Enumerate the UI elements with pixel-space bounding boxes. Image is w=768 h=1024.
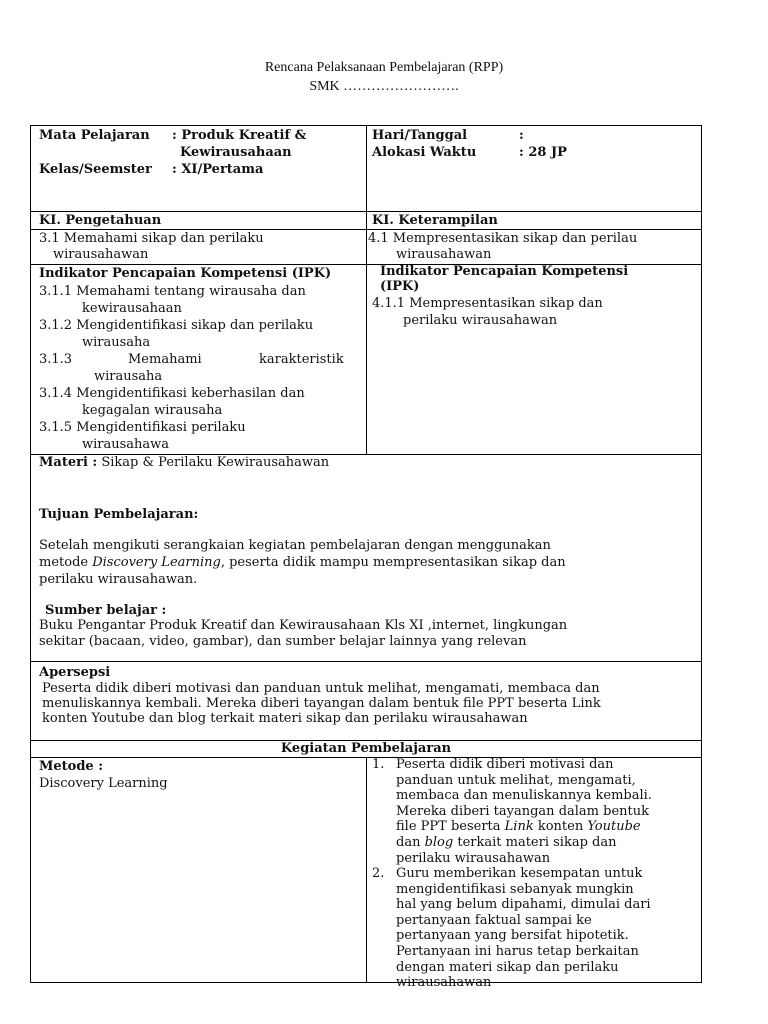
ipk-3-1-1-cont: kewirausahaan (82, 301, 182, 316)
mapel-label: Mata Pelajaran (39, 128, 150, 143)
ipk-3-1-3-word: karakteristik (259, 352, 344, 367)
ipk-4-1-1-cont: perilaku wirausahawan (403, 313, 558, 328)
school-name: SMK ……………………. (309, 79, 459, 94)
list-line: perilaku wirausahawan (396, 850, 551, 866)
text-italic: Link (504, 819, 534, 835)
ipk-3-1-2: 3.1.2 Mengidentifikasi sikap dan perilaku (39, 318, 314, 333)
ipk-3-1-5-cont: wirausahawa (82, 437, 170, 452)
row-divider-ki-heading (30, 229, 702, 230)
materi-value: Sikap & Perilaku Kewirausahawan (97, 455, 330, 470)
materi-label: Materi : (39, 455, 98, 470)
materi-line (39, 455, 329, 471)
list-line: wirausahawan (396, 975, 492, 991)
kd-3-1-cont: wirausahawan (53, 247, 149, 262)
tujuan-line-1: Setelah mengikuti serangkaian kegiatan pembelajaran dengan menggunakan (39, 538, 551, 553)
list-line: Guru memberikan kesempatan untuk (396, 866, 643, 881)
step-1-number: 1. (372, 757, 385, 772)
ipk-heading-right-cont: (IPK) (380, 279, 420, 294)
document-title: Rencana Pelaksanaan Pembelajaran (RPP) (264, 60, 504, 75)
ipk-3-1-4: 3.1.4 Mengidentifikasi keberhasilan dan (39, 386, 305, 401)
apersepsi-heading: Apersepsi (39, 665, 111, 680)
text-italic: blog (424, 834, 454, 850)
ipk-4-1-1: 4.1.1 Mempresentasikan sikap dan (372, 296, 603, 311)
list-line: dengan materi sikap dan perilaku (396, 959, 619, 975)
step-2-number: 2. (372, 866, 385, 881)
column-divider-bottom (366, 757, 367, 983)
kelas-label: Kelas/Seemster (39, 162, 152, 177)
alokasi-value: : 28 JP (519, 145, 567, 160)
method-name: Discovery Learning (92, 555, 221, 570)
hari-label: Hari/Tanggal (372, 128, 468, 143)
kd-3-1: 3.1 Memahami sikap dan perilaku (39, 231, 264, 246)
list-line: pertanyaan yang bersifat hipotetik. (396, 928, 629, 944)
ipk-heading-left: Indikator Pencapaian Kompetensi (IPK) (39, 266, 332, 281)
list-line (396, 819, 652, 835)
step-1-text (396, 757, 652, 866)
list-line: Peserta didik diberi motivasi dan (396, 757, 614, 772)
list-line: Mereka diberi tayangan dalam bentuk (396, 803, 649, 819)
column-divider-top (366, 125, 367, 455)
table-border-left (30, 125, 31, 983)
apersepsi-line-3: konten Youtube dan blog terkait materi sikap dan perilaku wirausahawan (42, 711, 528, 726)
hari-colon: : (519, 128, 524, 143)
apersepsi-line-2: menuliskannya kembali. Mereka diberi tayangan dalam bentuk file PPT beserta Link (42, 696, 601, 711)
alokasi-label: Alokasi Waktu (372, 145, 477, 160)
text: file PPT beserta (396, 819, 505, 835)
text-italic: Youtube (587, 819, 641, 835)
ipk-3-1-4-cont: kegagalan wirausaha (82, 403, 223, 418)
tujuan-heading: Tujuan Pembelajaran: (39, 507, 199, 522)
ki-pengetahuan-heading: KI. Pengetahuan (39, 213, 162, 228)
tujuan-line-2 (39, 555, 566, 571)
list-line: hal yang belum dipahami, dimulai dari (396, 897, 651, 913)
tujuan-text: metode (39, 555, 93, 570)
step-2-text (396, 866, 651, 991)
apersepsi-line-1: Peserta didik diberi motivasi dan panduan untuk melihat, mengamati, membaca dan (42, 681, 600, 696)
table-border-right (701, 125, 702, 983)
tujuan-line-3: perilaku wirausahawan. (39, 572, 198, 587)
list-line: panduan untuk melihat, mengamati, (396, 772, 636, 788)
tujuan-text: , peserta didik mampu mempresentasikan sikap dan (220, 555, 566, 570)
sumber-line-2: sekitar (bacaan, video, gambar), dan sumber belajar lainnya yang relevan (39, 634, 527, 649)
row-divider-apersepsi (30, 661, 702, 662)
metode-value: Discovery Learning (39, 776, 168, 791)
ipk-3-1-2-cont: wirausaha (82, 335, 151, 350)
sumber-line-1: Buku Pengantar Produk Kreatif dan Kewirausahaan Kls XI ,internet, lingkungan (39, 618, 568, 633)
mapel-value-cont: Kewirausahaan (180, 145, 292, 160)
list-line (396, 835, 652, 851)
list-line: membaca dan menuliskannya kembali. (396, 788, 652, 804)
sumber-heading: Sumber belajar : (45, 603, 167, 618)
kegiatan-heading: Kegiatan Pembelajaran (280, 741, 452, 756)
list-line: Pertanyaan ini harus tetap berkaitan (396, 943, 639, 959)
ipk-3-1-5: 3.1.5 Mengidentifikasi perilaku (39, 420, 246, 435)
kelas-value: : XI/Pertama (172, 162, 264, 177)
metode-label: Metode : (39, 759, 104, 774)
mapel-value: : Produk Kreatif & (172, 128, 307, 143)
list-line: mengidentifikasi sebanyak mungkin (396, 881, 634, 897)
text: konten (533, 819, 588, 835)
ipk-3-1-1: 3.1.1 Memahami tentang wirausaha dan (39, 284, 306, 299)
ipk-3-1-3-word: Memahami (128, 352, 202, 367)
ipk-heading-right: Indikator Pencapaian Kompetensi (380, 264, 629, 279)
ipk-3-1-3-number: 3.1.3 (39, 352, 73, 367)
list-line: pertanyaan faktual sampai ke (396, 912, 592, 928)
kd-4-1-cont: wirausahawan (396, 247, 492, 262)
text: dan (396, 834, 425, 850)
ki-keterampilan-heading: KI. Keterampilan (372, 213, 498, 228)
row-divider-ki (30, 211, 702, 212)
text: terkait materi sikap dan (453, 834, 617, 850)
kd-4-1: 4.1 Mempresentasikan sikap dan perilau (368, 231, 638, 246)
ipk-3-1-3-cont: wirausaha (94, 369, 163, 384)
